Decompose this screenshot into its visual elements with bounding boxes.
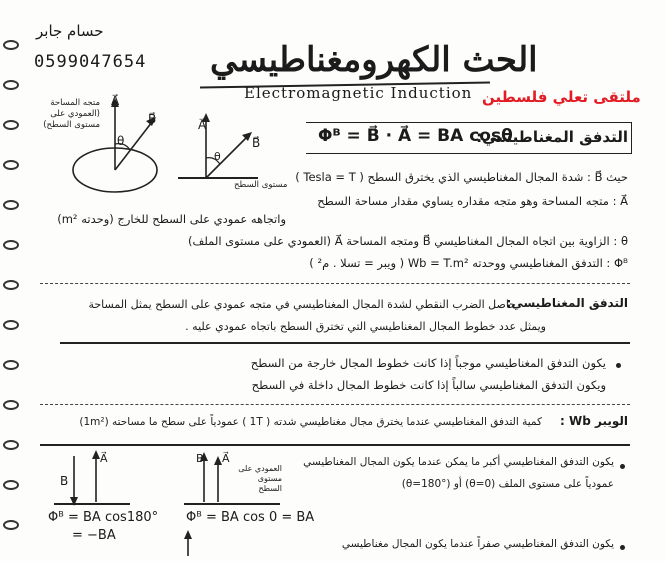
- case-eq-180: Φᴮ = BA cos180°: [48, 510, 159, 525]
- case-max-line1: يكون التدفق المغناطيسي أكبر ما يمكن عندما يكون المجال المغناطيسي: [303, 456, 614, 468]
- phone-number: 0599047654: [34, 52, 147, 72]
- flux-def-label: التدفق المغناطيسي:: [506, 296, 628, 310]
- figure-small-a: [180, 528, 200, 558]
- fig2-b-label: B⃗: [252, 136, 261, 150]
- fig3-b: B: [60, 474, 69, 488]
- divider-1: [40, 283, 630, 284]
- case-max-line2: عمودياً على مستوى الملف (θ=0) أو (θ=180°): [401, 478, 614, 490]
- fig2-theta-label: θ: [214, 150, 221, 163]
- sign-negative: ويكون التدفق المغناطيسي سالباً إذا كانت خطوط المجال داخلة في السطح: [251, 378, 606, 392]
- weber-label: الويبر Wb :: [559, 414, 628, 428]
- flux-def-line1: حاصل الضرب النقطي لشدة المجال المغناطيسي في متجه عمودي على السطح يمثل المساحة: [88, 298, 516, 311]
- def-theta: θ : الزاوية بين اتجاه المجال المغناطيسي B⃗ ومتجه المساحة A⃗ (العمودي على مستوى الملف): [187, 234, 628, 248]
- divider-4: [40, 444, 630, 446]
- page-title-english: Electromagnetic Induction: [244, 84, 473, 102]
- fig1-theta-label: θ: [117, 134, 125, 148]
- case-eq-180-result: = −BA: [72, 528, 116, 543]
- fig3-a: A⃗: [100, 452, 108, 465]
- bullet-1: [616, 363, 621, 368]
- fig2-a-label: A⃗: [198, 118, 207, 132]
- def-a: A⃗ : متجه المساحة وهو متجه مقداره يساوي مقدار مساحة السطح: [317, 194, 628, 208]
- author-name: حسام جابر: [36, 22, 104, 40]
- fig1-b-label: B⃗: [148, 112, 157, 126]
- fig1-note: متجه المساحة (العمودي على مستوى السطح): [43, 98, 100, 130]
- divider-3: [40, 404, 630, 405]
- sign-positive: يكون التدفق المغناطيسي موجباً إذا كانت خطوط المجال خارجة من السطح: [250, 356, 606, 370]
- fig2-note: مستوى السطح: [234, 180, 288, 190]
- spiral-binding: [0, 0, 18, 561]
- page-title-arabic: الحث الكهرومغناطيسي: [210, 40, 538, 80]
- case-zero: يكون التدفق المغناطيسي صفراً عندما يكون المجال مغناطيسي: [341, 538, 614, 550]
- fig1-a-label: A⃗: [111, 94, 120, 108]
- flux-def-line2: ويمثل عدد خطوط المجال المغناطيسي التي تخترق السطح باتجاه عمودي عليه .: [185, 320, 546, 333]
- bullet-3: [620, 545, 625, 550]
- forum-watermark: ملتقى تعلي فلسطين: [482, 88, 641, 106]
- flux-heading: التدفق المغناطيسي:: [476, 128, 628, 146]
- def-b: حيث B⃗ : شدة المجال المغناطيسي الذي يخترق السطح ( Tesla = T ): [295, 170, 628, 184]
- divider-2: [60, 342, 630, 344]
- weber-definition: كمية التدفق المغناطيسي عندما يخترق مجال مغناطيسي شدته ( 1T ) عمودياً على سطح ما مساحته (1m²): [79, 416, 542, 428]
- def-flux-unit: Φᴮ : التدفق المغناطيسي ووحدته Wb = T.m² ( ويبر = تسلا . م² ): [309, 256, 628, 270]
- def-a-direction: واتجاهه عمودي على السطح للخارج (وحدته m²): [57, 212, 286, 226]
- fig4-a: A⃗: [222, 452, 230, 465]
- fig4-b: B: [196, 452, 204, 465]
- flux-equation: Φᴮ = B⃗ · A⃗ = BA cosθ: [318, 126, 513, 146]
- case-eq-0: Φᴮ = BA cos 0 = BA: [186, 510, 315, 525]
- fig4-note: العمودي على مستوى السطح: [238, 464, 282, 493]
- bullet-2: [620, 464, 625, 469]
